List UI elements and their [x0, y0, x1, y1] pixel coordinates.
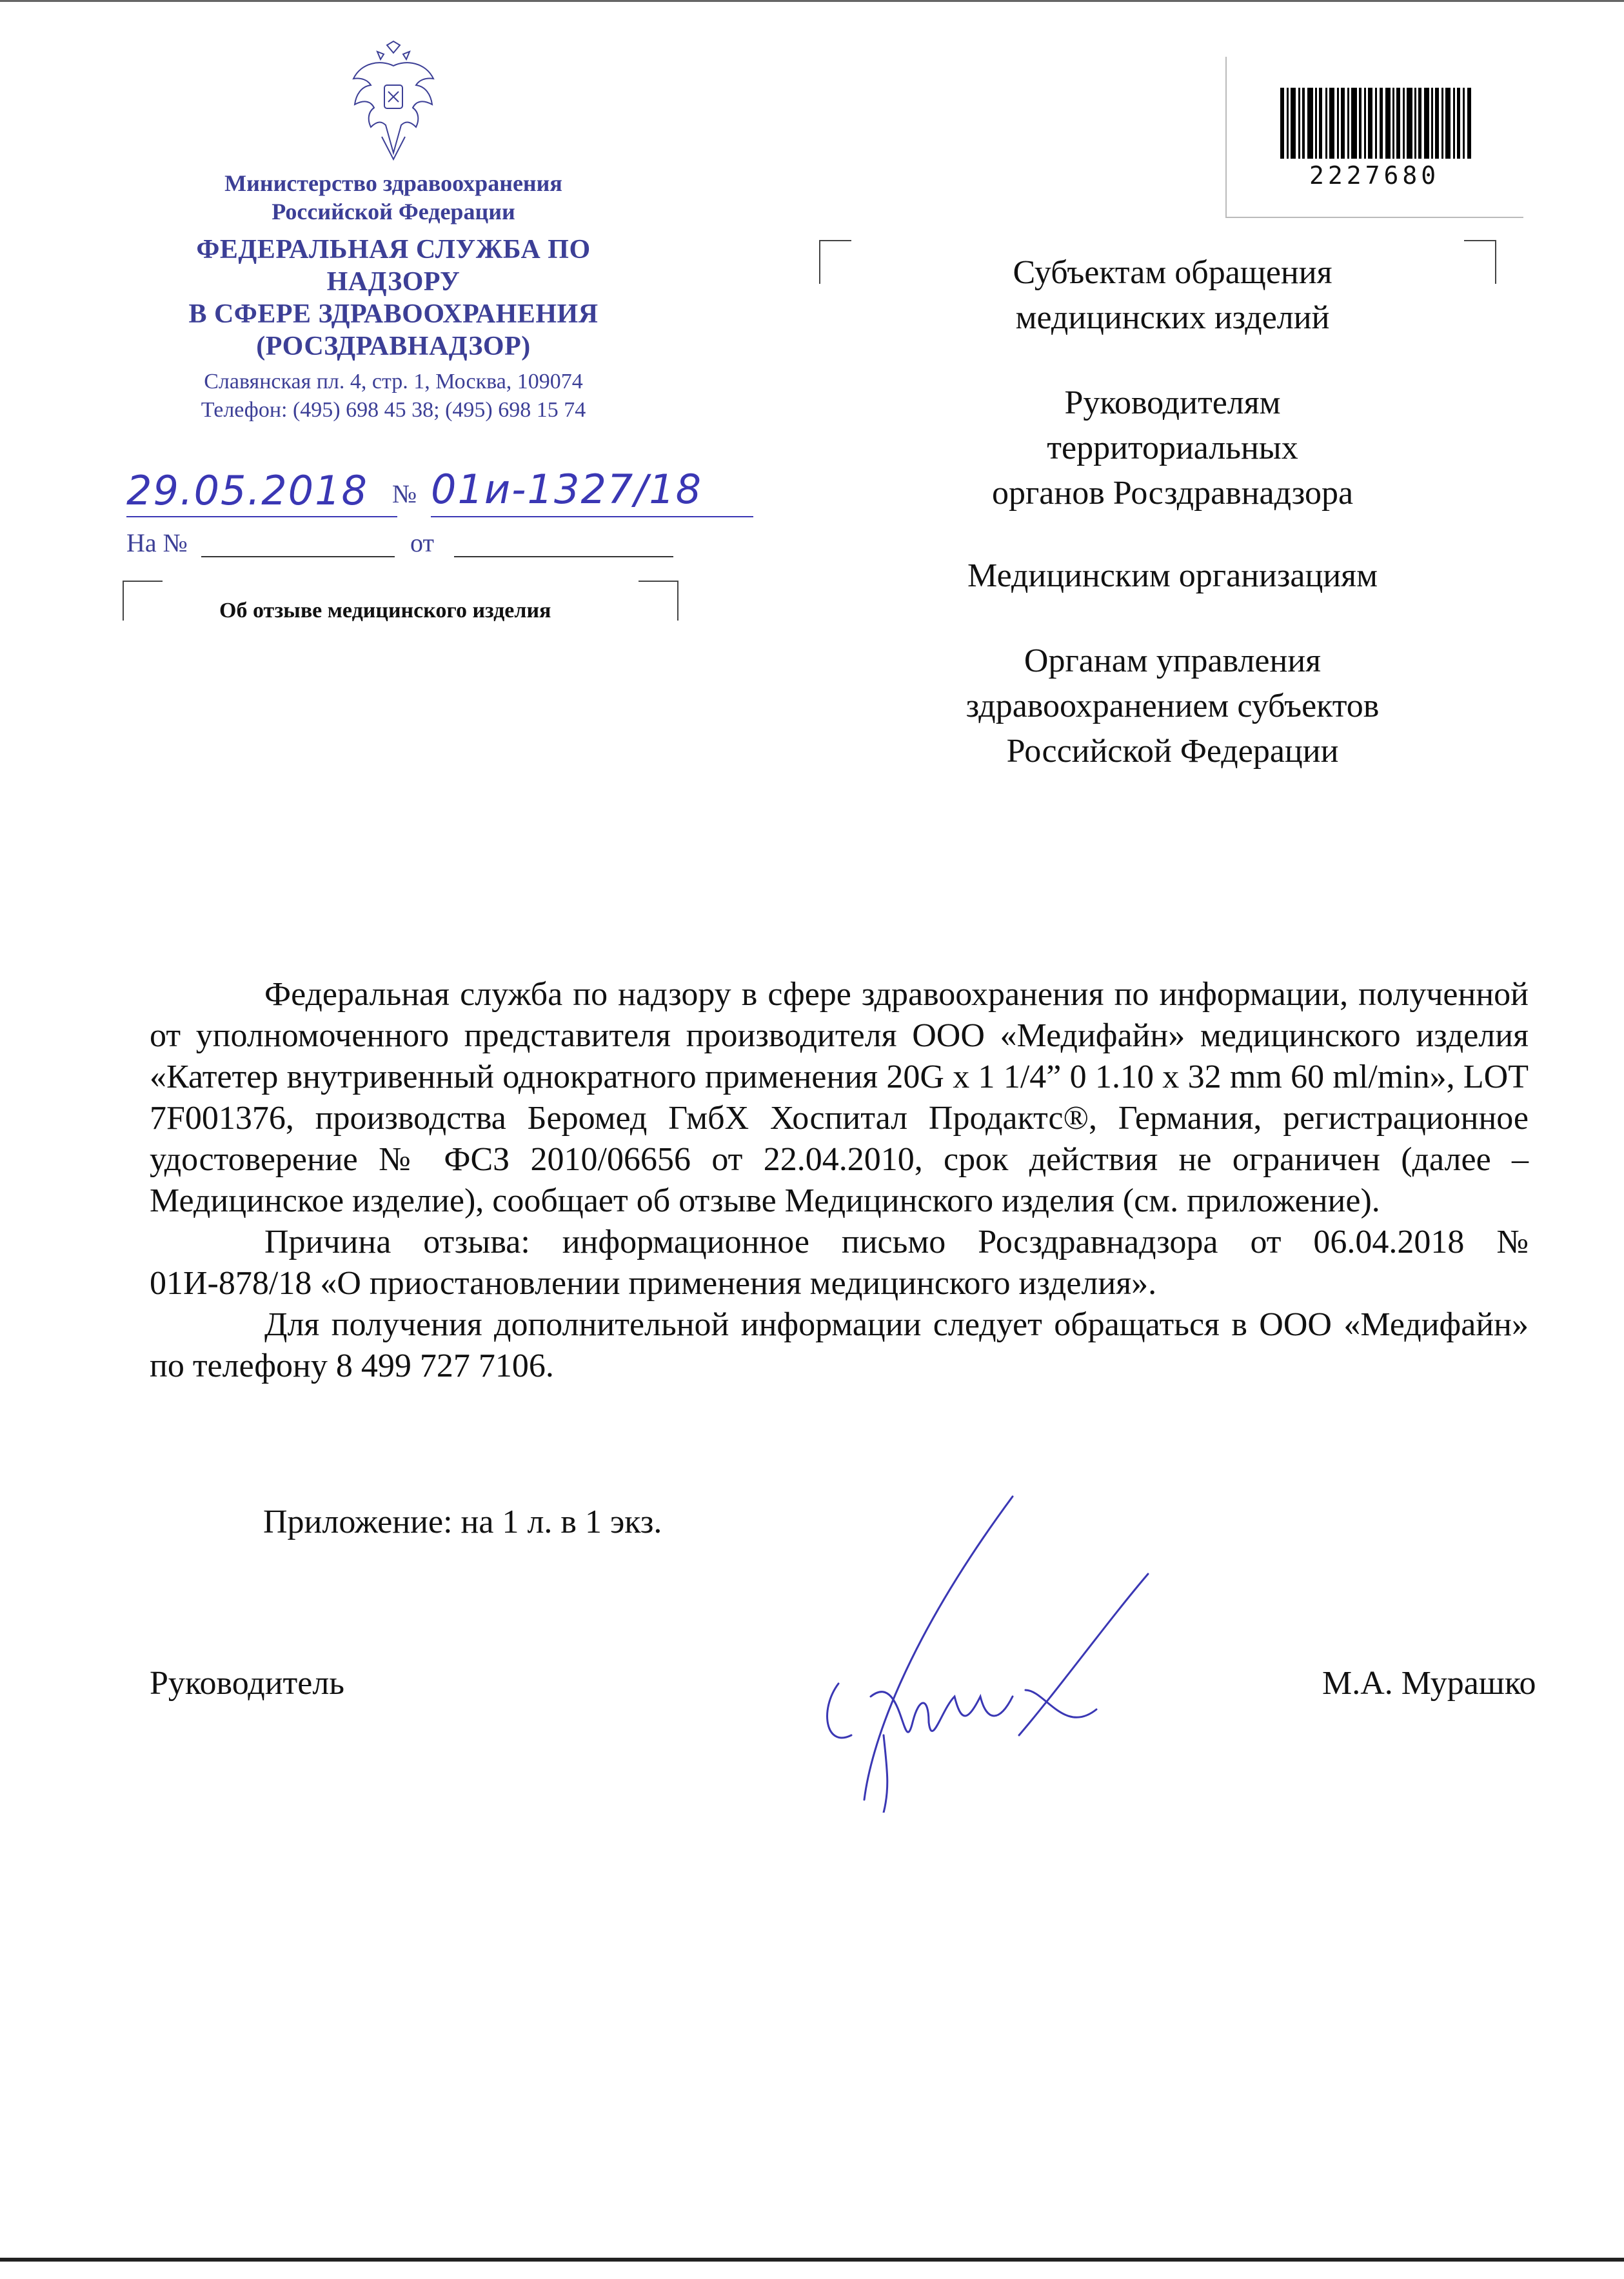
registration-date: 29.05.2018 — [126, 467, 368, 514]
addressee-line: территориальных — [1047, 430, 1298, 466]
attachment-note: Приложение: на 1 л. в 1 экз. — [263, 1504, 662, 1540]
addressee-group-4 — [850, 639, 1495, 774]
barcode-image — [1280, 88, 1474, 159]
reference-date-blank — [454, 556, 673, 557]
page-top-edge — [0, 0, 1624, 2]
subject-bracket-left — [123, 581, 163, 621]
letter-body — [150, 974, 1529, 1387]
addressee-line: медицинских изделий — [1015, 299, 1330, 336]
page-bottom-edge — [0, 2258, 1624, 2262]
registration-number: 01и-1327/18 — [431, 466, 703, 513]
ministry-line-1: Министерство здравоохранения — [224, 170, 562, 196]
barcode-number: 2227680 — [1309, 161, 1440, 190]
body-paragraph-1: Федеральная служба по надзору в сфере здравоохранения по информации, полученной от уполномоченного представителя производителя ООО «Медифайн» медицинского изделия «Катетер внутривенный однократного применения 20G x 1 1/4” 0 1.10 x 32 mm 60 ml/min», LOT 7F001376, производства Беромед ГмбХ Хоспитал Продактс®, Германия, регистрационное удостоверение № ФСЗ 2010/06656 от 22.04.2010, срок действия не ограничен (далее – Медицинское изделие), сообщает об отзыве Медицинского изделия (см. приложение). — [150, 976, 1529, 1219]
addressee-line: Руководителям — [1064, 384, 1281, 421]
addressee-line: здравоохранением субъектов — [965, 688, 1380, 724]
body-paragraph-3: Для получения дополнительной информации следует обращаться в ООО «Медифайн» по телефону 8 499 727 7106. — [150, 1306, 1529, 1384]
addressee-group-1 — [850, 250, 1495, 341]
signer-name: М.А. Мурашко — [1322, 1665, 1536, 1702]
addressee-group-3 — [850, 553, 1495, 599]
registration-number-underline — [431, 516, 753, 517]
subject-bracket-right — [639, 581, 678, 621]
service-line-3: (РОСЗДРАВНАДЗОР) — [256, 332, 531, 361]
service-line-2: В СФЕРЕ ЗДРАВООХРАНЕНИЯ — [188, 299, 599, 329]
body-paragraph-2: Причина отзыва: информационное письмо Росздравнадзора от 06.04.2018 № 01И-878/18 «О приостановлении применения медицинского изделия». — [150, 1224, 1529, 1302]
addressee-line: Органам управления — [1024, 642, 1322, 679]
reference-number-label: На № — [126, 528, 188, 557]
addressee-bracket-left — [819, 240, 851, 284]
letter-subject: Об отзыве медицинского изделия — [219, 599, 551, 622]
registration-number-label: № — [392, 479, 417, 508]
registration-underline — [126, 516, 397, 517]
reference-number-blank — [201, 556, 395, 557]
ministry-line-2: Российской Федерации — [272, 199, 515, 224]
coat-of-arms-emblem — [342, 40, 445, 163]
handwritten-signature — [774, 1477, 1174, 1813]
addressee-line: Российской Федерации — [1006, 733, 1339, 770]
service-line-1: ФЕДЕРАЛЬНАЯ СЛУЖБА ПО НАДЗОРУ — [196, 235, 591, 297]
address-block — [129, 368, 658, 424]
addressee-line: органов Росздравнадзора — [991, 475, 1354, 512]
reference-from-label: от — [410, 528, 434, 557]
addressee-line: Медицинским организациям — [967, 557, 1378, 594]
ministry-heading — [129, 169, 658, 226]
service-heading — [129, 234, 658, 363]
signer-position: Руководитель — [150, 1665, 344, 1702]
phone-line: Телефон: (495) 698 45 38; (495) 698 15 74 — [201, 398, 586, 422]
address-line: Славянская пл. 4, стр. 1, Москва, 109074 — [204, 370, 583, 393]
addressee-group-2 — [850, 381, 1495, 516]
addressee-line: Субъектам обращения — [1013, 254, 1332, 291]
